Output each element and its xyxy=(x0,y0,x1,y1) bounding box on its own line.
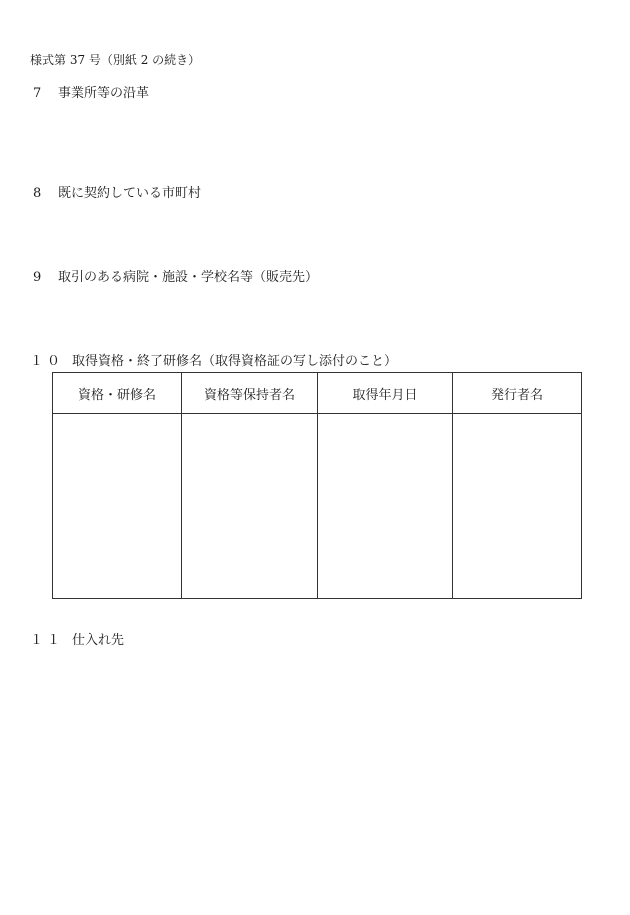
cell-issuer-name[interactable] xyxy=(453,414,582,599)
section-number: 7 xyxy=(33,86,42,101)
section-11-heading xyxy=(30,633,124,649)
section-7-heading xyxy=(33,86,149,102)
header-qualification-name: 資格・研修名 xyxy=(53,373,182,414)
section-number: １０ xyxy=(30,354,65,369)
table-header-row xyxy=(53,373,582,414)
cell-qualification-name[interactable] xyxy=(53,414,182,599)
section-10-heading xyxy=(30,354,397,370)
section-number: １１ xyxy=(30,633,65,648)
section-8-heading xyxy=(33,186,201,202)
cell-holder-name[interactable] xyxy=(182,414,318,599)
form-title: 様式第 37 号（別紙 2 の続き） xyxy=(30,53,201,67)
qualification-table xyxy=(52,372,582,599)
section-label: 取得資格・終了研修名（取得資格証の写し添付のこと） xyxy=(72,354,398,369)
section-label: 仕入れ先 xyxy=(72,633,125,648)
section-label: 事業所等の沿革 xyxy=(58,86,150,101)
header-acquired-date: 取得年月日 xyxy=(318,373,453,414)
section-9-heading xyxy=(33,270,318,286)
section-label: 既に契約している市町村 xyxy=(58,186,202,201)
section-number: 9 xyxy=(33,270,42,285)
section-label: 取引のある病院・施設・学校名等（販売先） xyxy=(58,270,319,285)
header-issuer-name: 発行者名 xyxy=(453,373,582,414)
section-number: 8 xyxy=(33,186,42,201)
cell-acquired-date[interactable] xyxy=(318,414,453,599)
header-holder-name: 資格等保持者名 xyxy=(182,373,318,414)
table-row xyxy=(53,414,582,599)
